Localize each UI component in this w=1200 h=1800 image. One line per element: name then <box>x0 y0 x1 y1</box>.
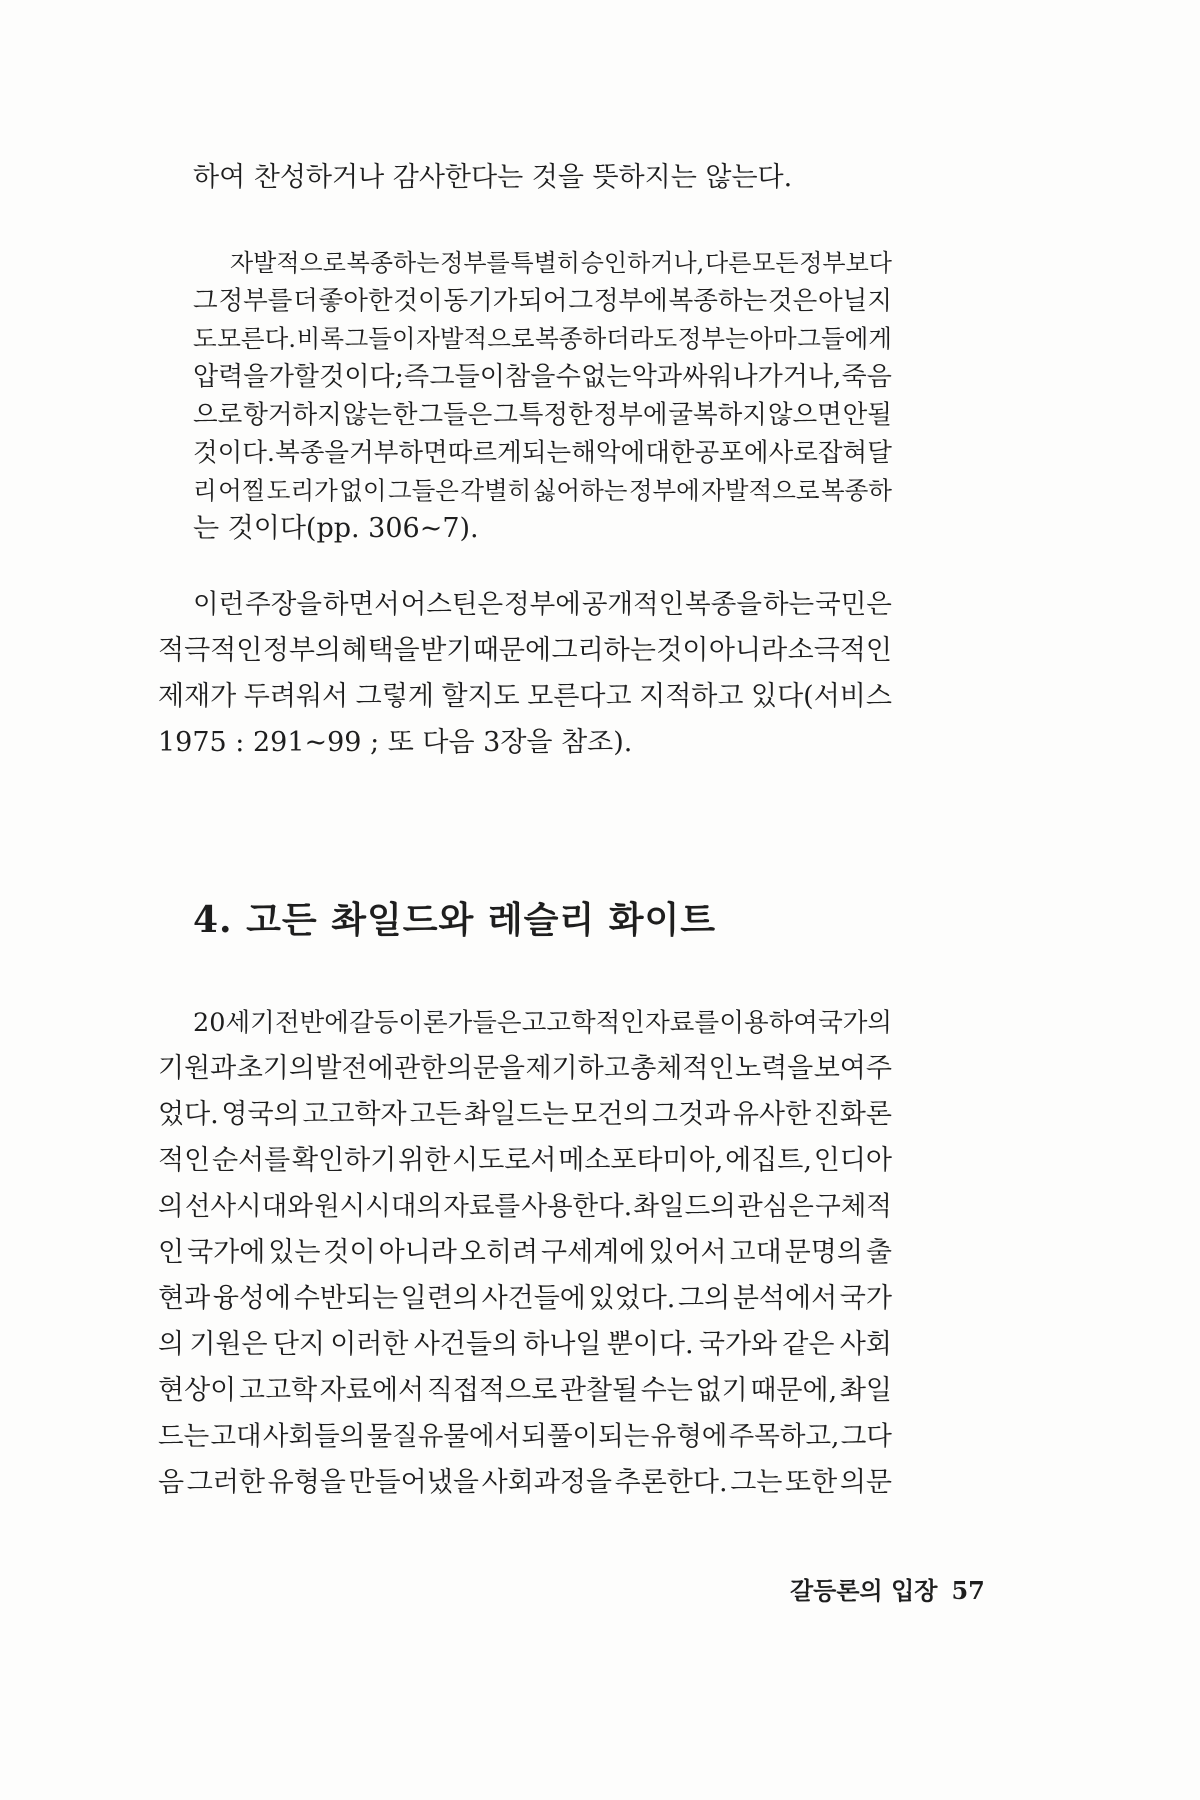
section-heading: 4. 고든 촤일드와 레슬리 화이트 <box>193 899 717 941</box>
paragraph-line: 1975 : 291~99 ; 또 다음 3장을 참조). <box>158 727 633 758</box>
page-number: 57 <box>951 1576 985 1605</box>
paragraph-line: 제재가 두려워서 그렇게 할지도 모른다고 지적하고 있다(서비스 <box>158 681 892 712</box>
paragraph-line: 현과 융성에 수반되는 일련의 사건들에 있었다. 그의 분석에서 국가 <box>158 1283 892 1314</box>
paragraph-line: 적극적인 정부의 혜택을 받기 때문에 그리하는 것이 아니라 소극적인 <box>158 635 892 666</box>
quote-line: 것이다. 복종을 거부하면 따르게 되는 해악에 대한 공포에 사로잡혀 달 <box>193 438 892 468</box>
quote-line: 는 것이다(pp. 306~7). <box>193 513 479 544</box>
quote-line: 으로 항거하지 않는 한 그들은 그 특정한 정부에 굴복하지 않으면 안될 <box>193 400 892 430</box>
paragraph-line: 적인 순서를 확인하기 위한 시도로서 메소포타미아, 에집트, 인디아 <box>158 1145 892 1176</box>
paragraph-line: 기원과 초기의 발전에 관한 의문을 제기하고 총체적인 노력을 보여주 <box>158 1053 892 1084</box>
quote-line: 자발적으로 복종하는 정부를 특별히 승인하거나, 다른 모든 정부보다 <box>230 249 892 277</box>
quote-line: 도 모른다. 비록 그들이 자발적으로 복종하더라도 정부는 아마 그들에게 <box>193 324 892 353</box>
paragraph-line: 음 그러한 유형을 만들어냈을 사회과정을 추론한다. 그는 또한 의문 <box>158 1467 892 1498</box>
paragraph-line: 현상이 고고학 자료에서 직접적으로 관찰될 수는 없기 때문에, 촤일 <box>158 1375 892 1406</box>
quote-line: 그 정부를 더 좋아한 것이 동기가 되어 그 정부에 복종하는 것은 아닐지 <box>193 286 892 316</box>
paragraph-line: 드는 고대 사회들의 물질유물에서 되풀이되는 유형에 주목하고, 그다 <box>158 1421 892 1452</box>
paragraph-line: 의 기원은 단지 이러한 사건들의 하나일 뿐이다. 국가와 같은 사회 <box>158 1329 892 1360</box>
paragraph-line: 20세기 전반에 갈등이론가들은 고고학적인 자료를 이용하여 국가의 <box>193 1008 892 1038</box>
top-line: 하여 찬성하거나 감사한다는 것을 뜻하지는 않는다. <box>193 162 793 193</box>
paragraph-line: 인 국가에 있는 것이 아니라 오히려 구세계에 있어서 고대 문명의 출 <box>158 1237 892 1268</box>
quote-line: 리 어찔 도리가 없이 그들은 각별히 싫어하는 정부에 자발적으로 복종하 <box>193 476 892 505</box>
paragraph-line: 었다. 영국의 고고학자 고든 촤일드는 모건의 그것과 유사한 진화론 <box>158 1099 892 1130</box>
running-title: 갈등론의 입장 <box>790 1576 938 1605</box>
paragraph-line: 이런 주장을 하면서 어스틴은 정부에 공개적인 복종을 하는 국민은 <box>193 589 892 620</box>
quote-line: 압력을 가할 것이다 ; 즉 그들이 참을 수 없는 악과 싸워나가거나, 죽음 <box>193 362 892 392</box>
page-footer <box>790 1575 985 1607</box>
paragraph-line: 의 선사시대와 원시시대의 자료를 사용한다. 촤일드의 관심은 구체적 <box>158 1191 892 1222</box>
